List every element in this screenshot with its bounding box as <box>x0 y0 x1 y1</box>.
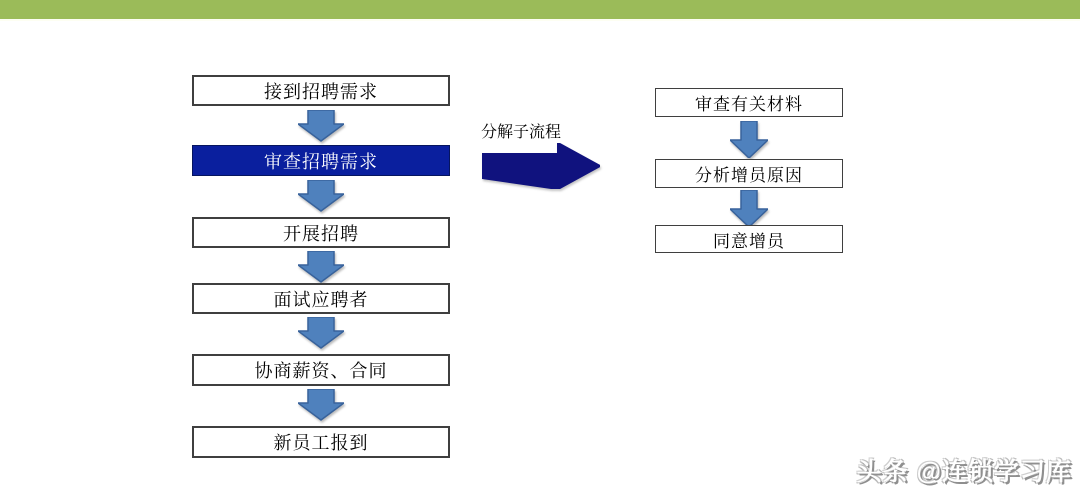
sub-step-review-materials <box>655 88 843 117</box>
flow-step-label: 接到招聘需求 <box>264 81 378 102</box>
flow-step-receive-request <box>192 75 450 106</box>
connector-label: 分解子流程 <box>481 124 562 141</box>
flow-step-review-request-highlighted <box>192 145 450 176</box>
down-arrow-icon <box>298 251 344 283</box>
down-arrow-icon <box>298 317 344 349</box>
flow-step-label: 开展招聘 <box>283 223 359 244</box>
flow-step-label: 协商薪资、合同 <box>254 361 388 381</box>
down-arrow-icon <box>298 389 344 421</box>
flow-step-label: 审查招聘需求 <box>264 151 378 172</box>
sub-step-label: 审查有关材料 <box>695 95 803 114</box>
flow-step-interview-candidates <box>192 283 450 314</box>
flow-step-conduct-recruitment <box>192 217 450 248</box>
flow-step-label: 新员工报到 <box>273 433 369 453</box>
watermark-text: 头条 @连锁学习库 <box>856 458 1072 486</box>
sub-step-label: 分析增员原因 <box>695 166 803 185</box>
flow-step-label: 面试应聘者 <box>273 289 369 310</box>
top-green-bar <box>0 0 1080 21</box>
flow-step-negotiate-salary-contract <box>192 354 450 386</box>
sub-step-approve-headcount <box>655 225 843 253</box>
down-arrow-icon <box>730 190 768 227</box>
sub-step-label: 同意增员 <box>713 231 785 251</box>
sub-step-analyze-headcount-reason <box>655 159 843 188</box>
flow-step-new-employee-onboarding <box>192 426 450 458</box>
down-arrow-icon <box>730 121 768 158</box>
down-arrow-icon <box>298 180 344 212</box>
down-arrow-icon <box>298 110 344 142</box>
right-arrow-icon <box>482 143 600 189</box>
